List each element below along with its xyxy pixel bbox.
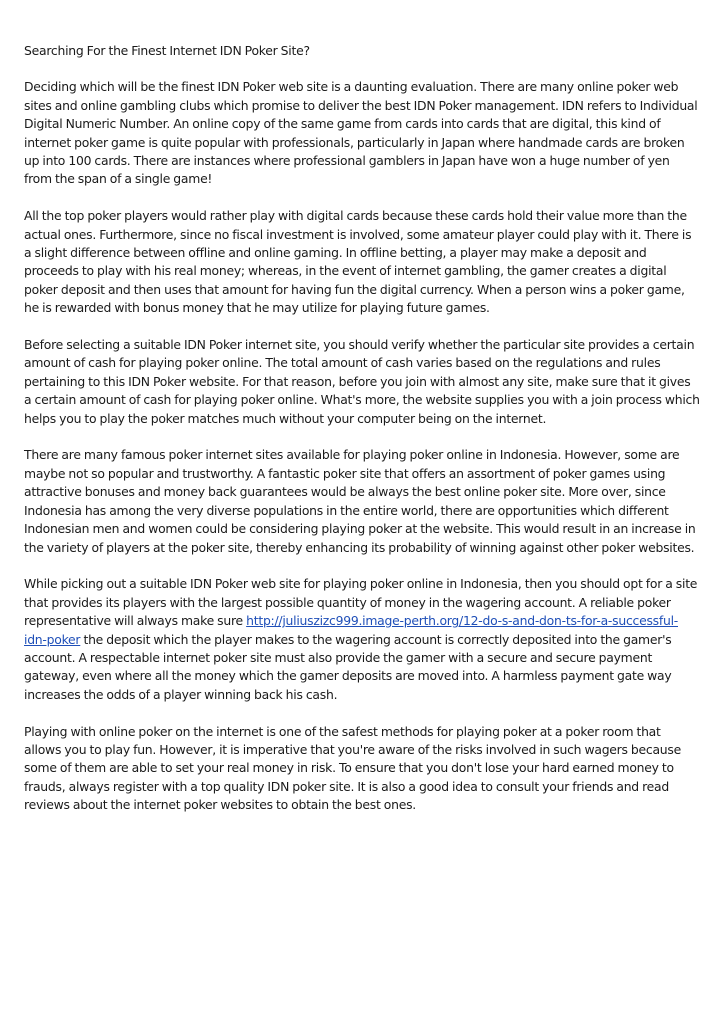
external-link[interactable]: http://juliuszizc999.image-perth.org/12-do-s-and-don-ts-for-a-successful-idn-poker bbox=[24, 613, 678, 647]
paragraph-6: Playing with online poker on the internet is one of the safest methods for playing poker at a poker room that allows you to play fun. However, it is imperative that you're aware of the risks involved in such wagers because some of them are able to set your real money in risk. To ensure that you don't lose your hard earned money to frauds, always register with a top quality IDN poker site. It is also a good idea to consult your friends and read reviews about the internet poker websites to obtain the best ones. bbox=[24, 723, 681, 813]
document-page bbox=[24, 42, 700, 833]
paragraph-5-text-after: the deposit which the player makes to the wagering account is correctly deposited into the gamer's account. A respectable internet poker site must also provide the gamer with a secure and secure payment gateway, even where all the money which the gamer deposits are moved into. A harmless payment gate way increases the odds of a player winning back his cash. bbox=[24, 631, 672, 702]
document-title: Searching For the Finest Internet IDN Poker Site? bbox=[24, 43, 310, 58]
paragraph-1: Deciding which will be the finest IDN Poker web site is a daunting evaluation. There are many online poker web sites and online gambling clubs which promise to deliver the best IDN Poker management. IDN refers to Individual Digital Numeric Number. An online copy of the same game from cards into cards that are digital, this kind of internet poker game is quite popular with professionals, particularly in Japan where handmade cards are broken up into 100 cards. There are instances where professional gamblers in Japan have won a huge number of yen from the span of a single game! bbox=[24, 79, 698, 187]
paragraph-3: Before selecting a suitable IDN Poker internet site, you should verify whether the particular site provides a certain amount of cash for playing poker online. The total amount of cash varies based on the regulations and rules pertaining to this IDN Poker website. For that reason, before you join with almost any site, make sure that it gives a certain amount of cash for playing poker online. What's more, the website supplies you with a join process which helps you to play the poker matches much without your computer being on the internet. bbox=[24, 337, 700, 426]
paragraph-2: All the top poker players would rather play with digital cards because these cards hold their value more than the actual ones. Furthermore, since no fiscal investment is involved, some amateur player could play with it. There is a slight difference between offline and online gaming. In offline betting, a player may make a deposit and proceeds to play with his real money; whereas, in the event of internet gambling, the gamer creates a digital poker deposit and then uses that amount for having fun the digital currency. When a person wins a poker game, he is rewarded with bonus money that he may utilize for playing future games. bbox=[24, 208, 692, 316]
paragraph-5-text-before: While picking out a suitable IDN Poker web site for playing poker online in Indonesia, then you should opt for a site that provides its players with the largest possible quantity of money in the wagering account. A reliable poker representative will always make sure bbox=[24, 576, 698, 629]
paragraph-5 bbox=[24, 575, 700, 704]
paragraph-4: There are many famous poker internet sites available for playing poker online in Indonesia. However, some are maybe not so popular and trustworthy. A fantastic poker site that offers an assortment of poker games using attractive bonuses and money back guarantees would be always the best online poker site. More over, since Indonesia has among the very diverse populations in the entire world, there are opportunities which different Indonesian men and women could be considering playing poker at the website. This would result in an increase in the variety of players at the poker site, thereby enhancing its probability of winning against other poker websites. bbox=[24, 447, 696, 555]
